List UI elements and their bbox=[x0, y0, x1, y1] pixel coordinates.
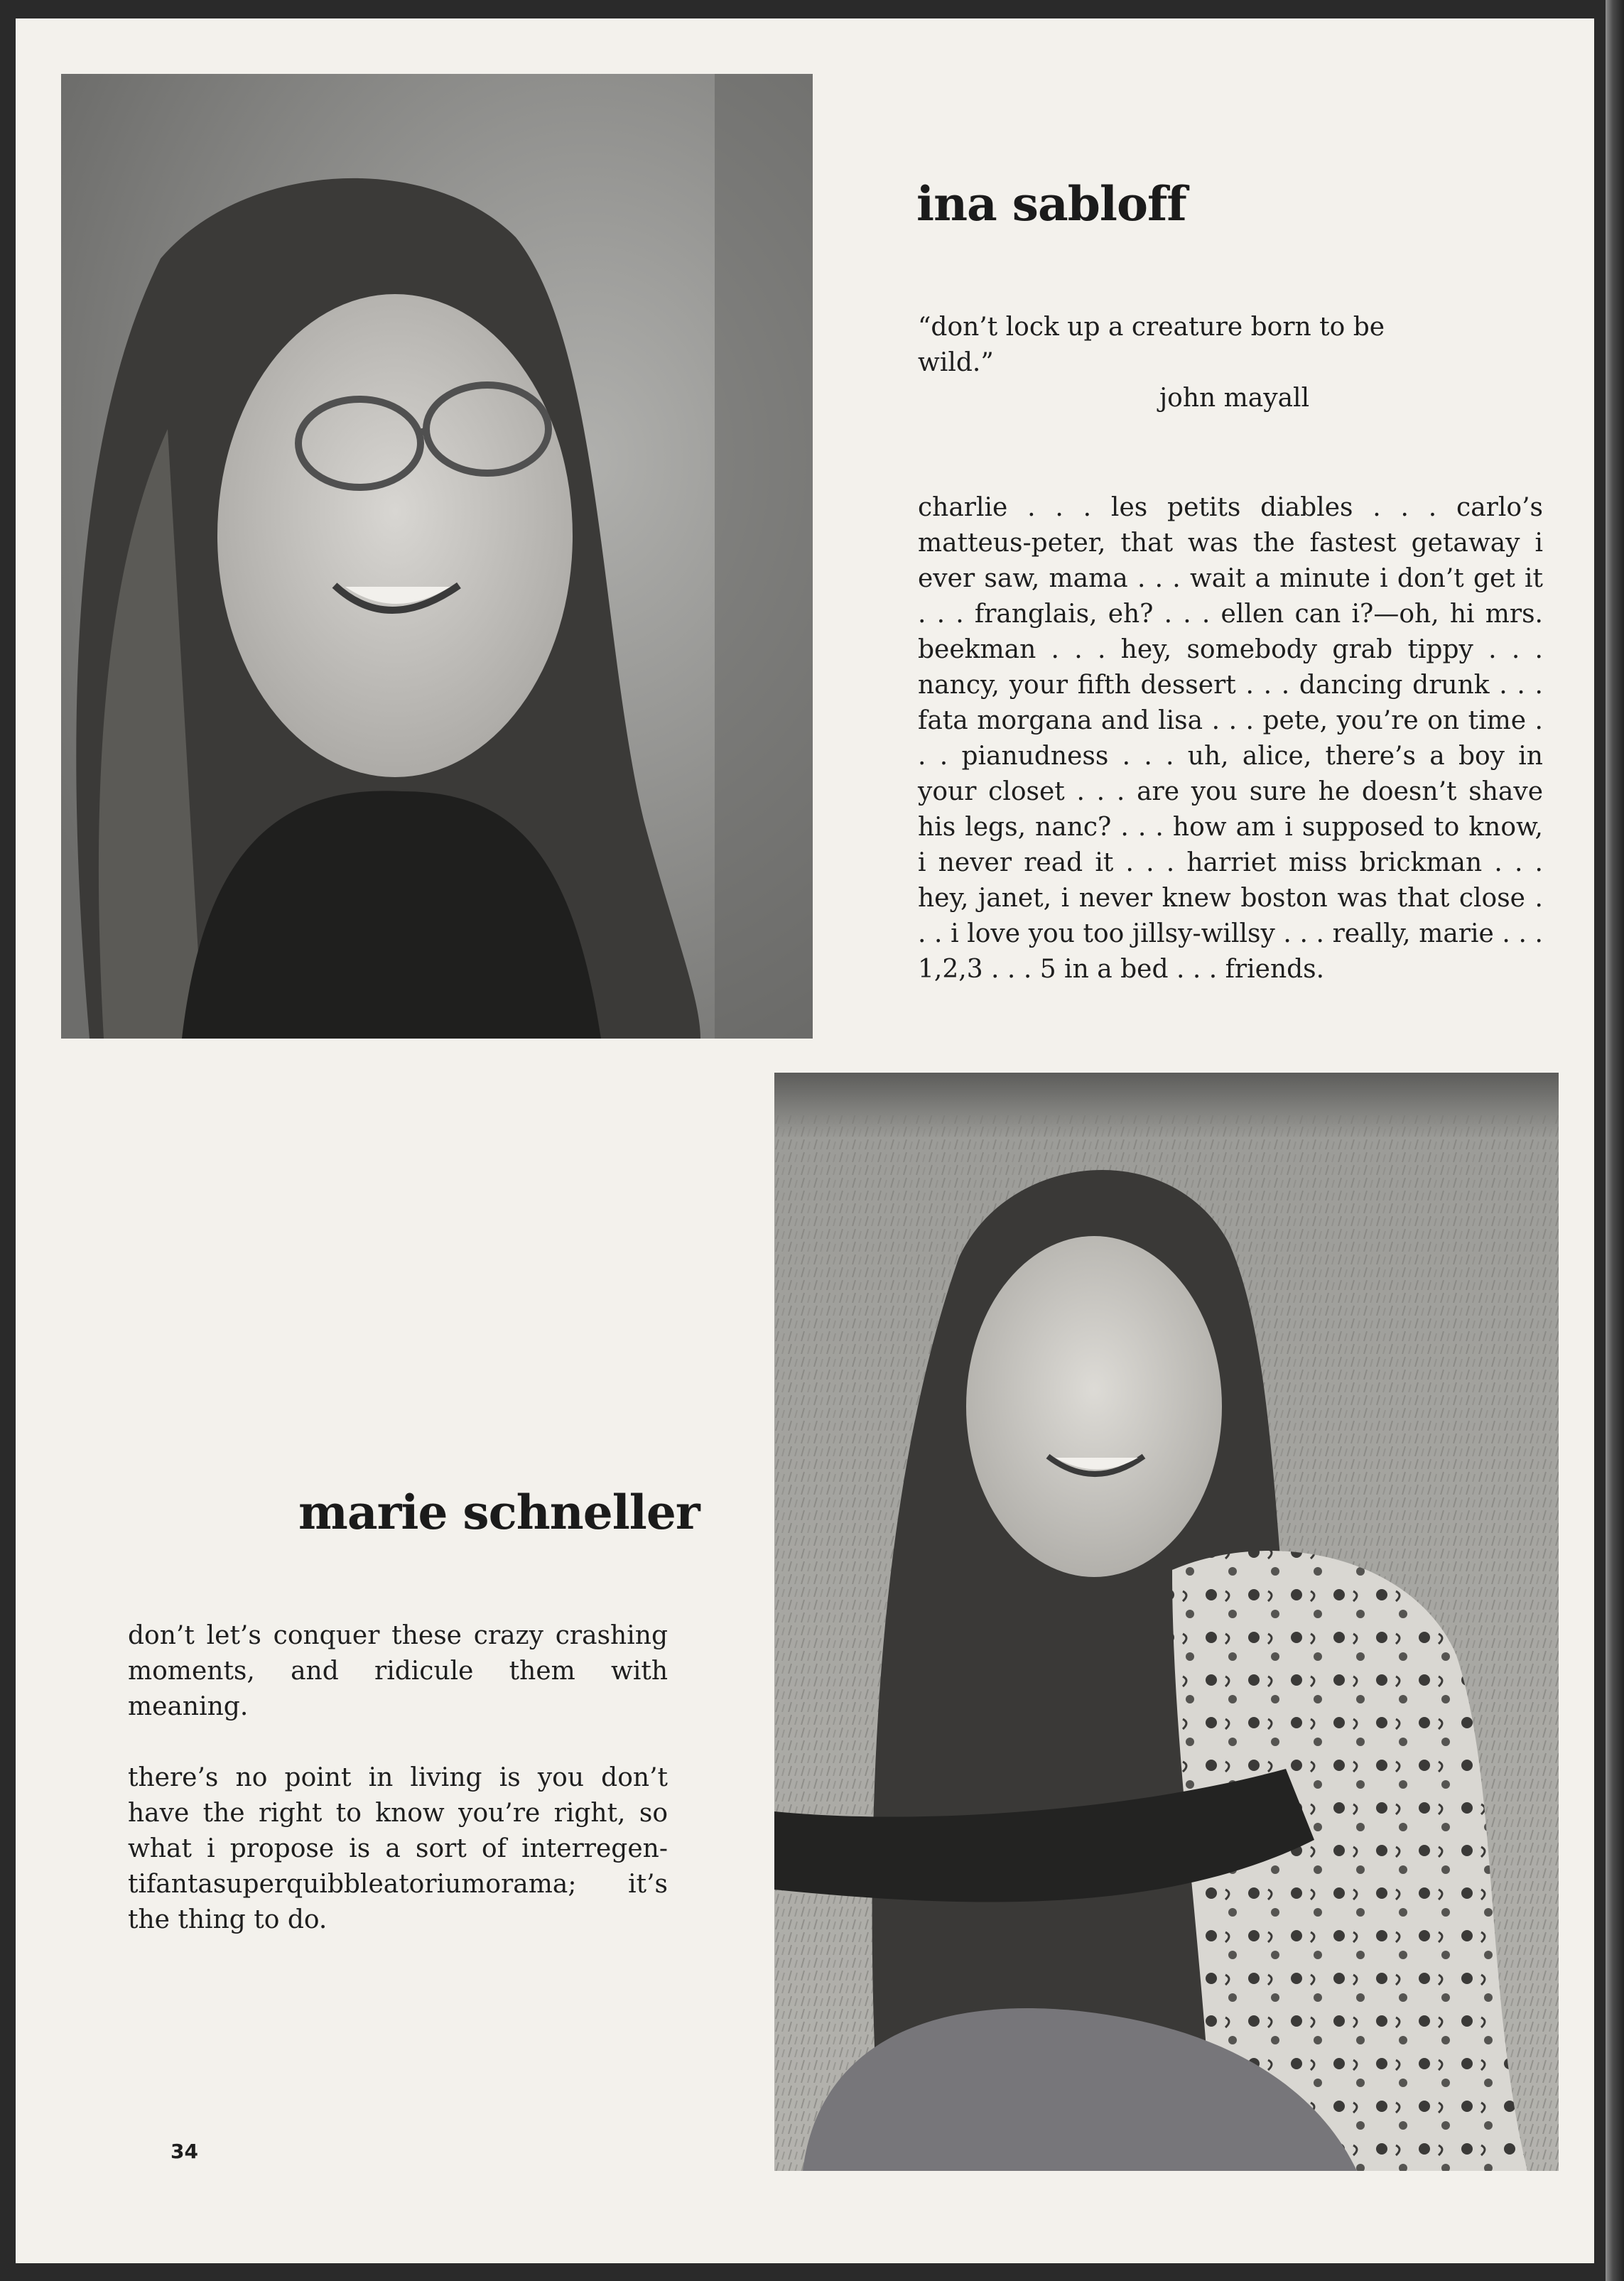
quote-author: john mayall bbox=[1159, 384, 1310, 413]
student-name-marie-schneller: marie schneller bbox=[298, 1485, 700, 1540]
portrait-photo-marie-schneller bbox=[774, 1073, 1559, 2171]
quote-text: “don’t lock up a creature born to be wild.” bbox=[918, 313, 1385, 377]
page-number: 34 bbox=[170, 2140, 198, 2163]
bio-paragraph-marie-schneller-2: there’s no point in living is you don’t have the right to know you’re right, so what i propose is a sort of interregen-tifantasuperquibbleatoriumorama; it’s the thing to do. bbox=[128, 1763, 668, 1934]
bio-paragraph-marie-schneller-1: don’t let’s conquer these crazy crashing moments, and ridicule them with meaning. bbox=[128, 1621, 668, 1721]
bio-paragraph-ina-sabloff: charlie . . . les petits diables . . . carlo’s matteus-peter, that was the fastest getaway i ever saw, mama . . . wait a minute i don’t get it . . . franglais, eh? . . . ellen can i?—oh, hi mrs. beekman . . . hey, somebody grab tippy . . . nancy, your fifth dessert . . . dancing drunk . . . fata morgana and lisa . . . pete, you’re on time . . . pianudness . . . uh, alice, there’s a boy in your closet . . . are you sure he doesn’t shave his legs, nanc? . . . how am i supposed to know, i never read it . . . harriet miss brickman . . . hey, janet, i never knew boston was that close . . . i love you too jillsy-willsy . . . really, marie . . . 1,2,3 . . . 5 in a bed . . . friends. bbox=[918, 493, 1543, 984]
portrait-photo-ina-sabloff bbox=[61, 74, 813, 1039]
book-spine bbox=[1606, 0, 1624, 2281]
student-name-ina-sabloff: ina sabloff bbox=[916, 176, 1186, 232]
